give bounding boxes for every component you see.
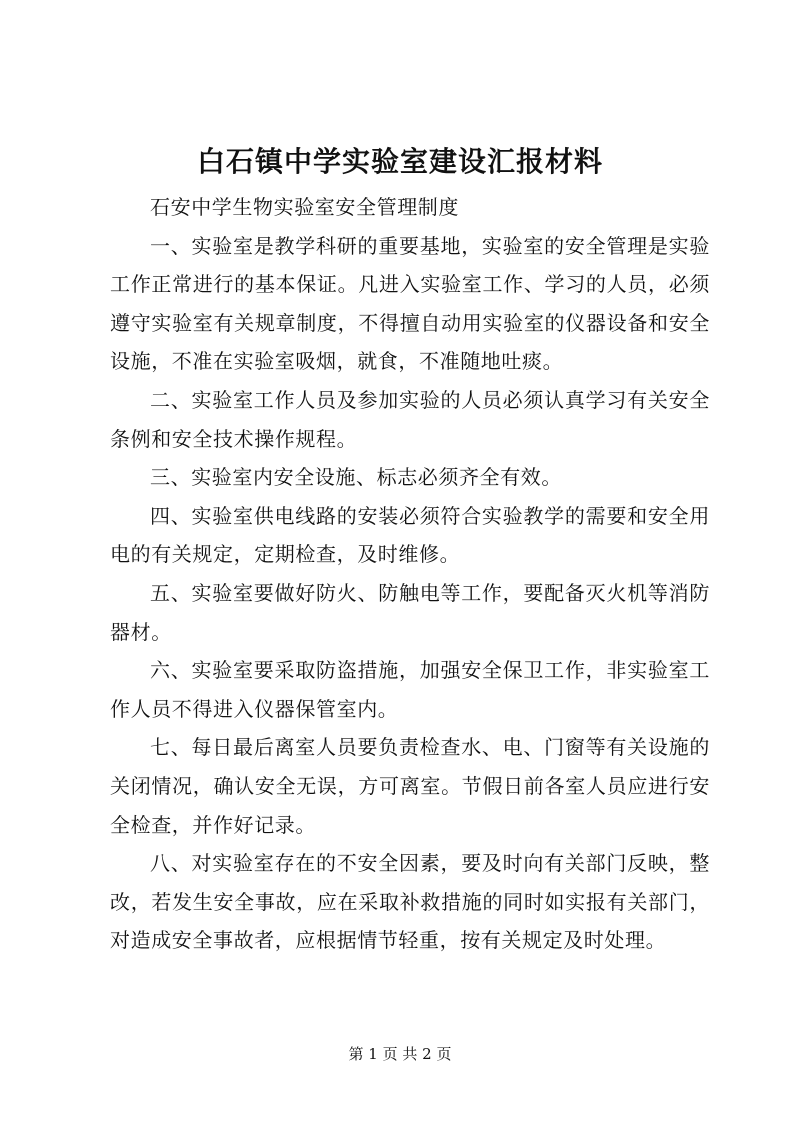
document-title: 白石镇中学实验室建设汇报材料 (196, 145, 603, 178)
paragraph-4: 四、实验室供电线路的安装必须符合实验教学的需要和安全用电的有关规定，定期检查，及时维修。 (110, 503, 710, 567)
paragraph-5: 五、实验室要做好防火、防触电等工作，要配备灭火机等消防器材。 (110, 580, 710, 644)
page-number-footer: 第 1 页 共 2 页 (348, 1045, 452, 1063)
paragraph-2: 二、实验室工作人员及参加实验的人员必须认真学习有关安全条例和安全技术操作规程。 (110, 387, 710, 451)
document-body (110, 188, 710, 960)
paragraph-1: 一、实验室是教学科研的重要基地，实验室的安全管理是实验工作正常进行的基本保证。凡进入实验室工作、学习的人员，必须遵守实验室有关规章制度，不得擅自动用实验室的仪器设备和安全设施，不准在实验室吸烟，就食，不准随地吐痰。 (110, 233, 710, 374)
paragraph-8: 八、对实验室存在的不安全因素，要及时向有关部门反映，整改，若发生安全事故，应在采取补救措施的同时如实报有关部门，对造成安全事故者，应根据情节轻重，按有关规定及时处理。 (110, 851, 710, 953)
paragraph-6: 六、实验室要采取防盗措施，加强安全保卫工作，非实验室工作人员不得进入仪器保管室内。 (110, 658, 710, 721)
paragraph-7: 七、每日最后离室人员要负责检查水、电、门窗等有关设施的关闭情况，确认安全无误，方可离室。节假日前各室人员应进行安全检查，并作好记录。 (110, 735, 710, 837)
section-heading: 石安中学生物实验室安全管理制度 (150, 195, 459, 219)
paragraph-3: 三、实验室内安全设施、标志必须齐全有效。 (150, 465, 562, 490)
